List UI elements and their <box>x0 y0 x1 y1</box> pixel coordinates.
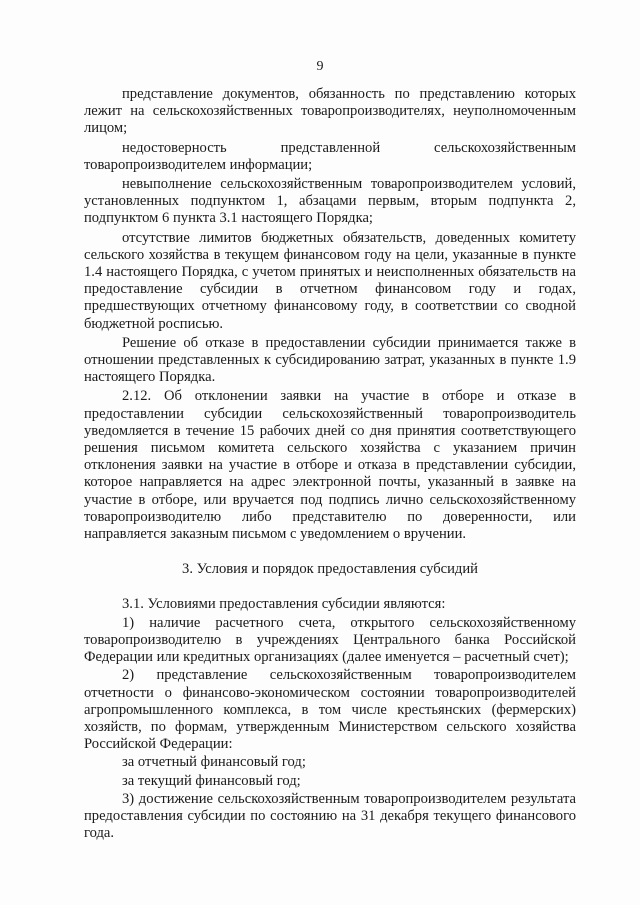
paragraph: представление документов, обязанность по представлению которых лежит на сельскохозяйственных товаропроизводителях, неуполномоченным лицом; <box>84 86 576 137</box>
paragraph: недостоверность представленной сельскохозяйственным товаропроизводителем информации; <box>84 139 576 173</box>
list-item: за текущий финансовый год; <box>122 772 301 789</box>
paragraph: отсутствие лимитов бюджетных обязательств, доведенных комитету сельского хозяйства в текущем финансовом году на цели, указанные в пункте 1.4 настоящего Порядка, с учетом принятых и неисполненных обязательств на предоставление субсидии в отчетном финансовом году и годах, предшествующих отчетному финансовому году, в соответствии со сводной бюджетной росписью. <box>84 229 576 332</box>
paragraph: 1) наличие расчетного счета, открытого сельскохозяйственному товаропроизводителю в учреждениях Центрального банка Российской Федерации или кредитных организациях (далее именуется – расчетный счет); <box>84 614 576 666</box>
paragraph: 3.1. Условиями предоставления субсидии являются: <box>122 596 446 613</box>
paragraph: 2.12. Об отклонении заявки на участие в отборе и отказе в предоставлении субсидии сельскохозяйственный товаропроизводитель уведомляется в течение 15 рабочих дней со дня принятия соответствующего решения письмом комитета сельского хозяйства с указанием причин отклонения заявки на участие в отборе и отказа в представлении субсидии, которое направляется на адрес электронной почты, указанный в заявке на участие в отборе, или вручается под подпись лично сельскохозяйственному товаропроизводителю либо представителю по доверенности, или направляется заказным письмом с уведомлением о вручении. <box>84 388 576 543</box>
paragraph: 2) представление сельскохозяйственным товаропроизводителем отчетности о финансово-экономическом состоянии товаропроизводителей агропромышленного комплекса, в том числе крестьянских (фермерских) хозяйств, по формам, утвержденным Министерством сельского хозяйства Российской Федерации: <box>84 667 576 753</box>
document-body <box>84 86 576 843</box>
paragraph: 3) достижение сельскохозяйственным товаропроизводителем результата предоставления субсидии по состоянию на 31 декабря текущего финансового года. <box>84 790 576 842</box>
paragraph: Решение об отказе в предоставлении субсидии принимается также в отношении представленных к субсидированию затрат, указанных в пункте 1.9 настоящего Порядка. <box>84 334 576 386</box>
section-heading: 3. Условия и порядок предоставления субсидий <box>182 561 478 578</box>
list-item: за отчетный финансовый год; <box>122 754 306 771</box>
page-number: 9 <box>316 59 324 74</box>
paragraph: невыполнение сельскохозяйственным товаропроизводителем условий, установленных подпунктом 1, абзацами первым, вторым подпункта 2, подпунктом 6 пункта 3.1 настоящего Порядка; <box>84 176 576 227</box>
